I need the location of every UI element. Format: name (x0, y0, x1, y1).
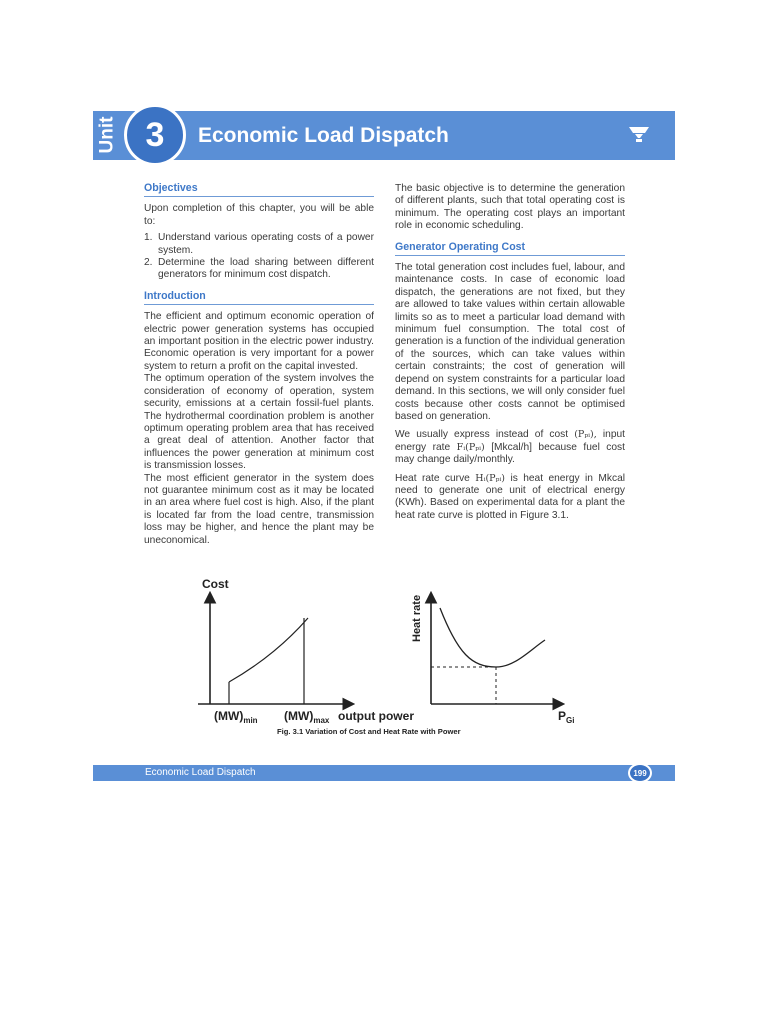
list-item: 1. Understand various operating costs of a power system. (144, 232, 374, 256)
output-power-label: output power (338, 709, 414, 723)
figure-3-1 (190, 574, 600, 740)
cost-symbol: (Pₚᵢ), (574, 429, 597, 441)
cost-curve (229, 618, 308, 682)
intro-paragraph-2: The optimum operation of the system involves the consideration of economy of operation, system security, emissions at a certain fossil-fuel plants. The hydrothermal coordination problem is another optimum operating problem area that has received a great deal of attention. Another factor that influences the power generation at minimum cost is transmission losses. (144, 373, 374, 472)
heat-rate-paragraph: Heat rate curve Hᵢ(Pₚᵢ) is heat energy in Mkcal need to generate one unit of electrical energy (KWh). Based on experimental data for a plant the heat rate curve is plotted in Figure 3.1. (395, 472, 625, 521)
unit-number-badge: 3 (124, 104, 186, 166)
left-column (144, 182, 374, 547)
introduction-heading: Introduction (144, 290, 374, 305)
generator-operating-cost-heading: Generator Operating Cost (395, 241, 625, 256)
mw-max-label: $(MW)_{max}$ (284, 709, 330, 725)
figure-caption: Fig. 3.1 Variation of Cost and Heat Rate with Power (277, 727, 461, 736)
basic-objective-paragraph: The basic objective is to determine the generation of different plants, such that total operating cost is minimum. The operating cost plays an important role in economic scheduling. (395, 183, 625, 232)
generation-cost-paragraph: The total generation cost includes fuel, labour, and maintenance costs. In case of economic load dispatch, the generations are not fixed, but they are allowed to take values within certain allowable limits so as to meet a particular load demand with minimum fuel consumption. The total cost of generation is a function of the individual generation of the sources, which can take values within certain constraints; the cost of generation will depend on system constraints for a particular load demand. In this sections, we will only consider fuel costs because other costs cannot be optimised based on generation. (395, 262, 625, 422)
input-energy-symbol: Fᵢ(Pₚᵢ) (456, 441, 485, 453)
heat-rate-curve (440, 608, 545, 667)
footer-bar (93, 765, 675, 781)
chapter-title: Economic Load Dispatch (198, 124, 449, 147)
objectives-list (144, 232, 374, 282)
heat-rate-symbol: Hᵢ(Pₚᵢ) (475, 472, 505, 484)
list-item: 2. Determine the load sharing between different generators for minimum cost dispatch. (144, 257, 374, 281)
mw-min-label: $(MW)_{min}$ (214, 709, 258, 725)
intro-paragraph-1: The efficient and optimum economic operation of electric power generation systems has occupied an important position in the electric power industry. Economic operation is very important for a power system to return a profit on the capital invested. (144, 311, 374, 372)
heat-rate-plot (411, 594, 574, 725)
intro-paragraph-3: The most efficient generator in the system does not guarantee minimum cost as it may be located in an area where fuel cost is high. Also, if the plant is located far from the load centre, transmission loss may be higher, and hence the plant may be uneconomical. (144, 472, 374, 546)
input-energy-paragraph: We usually express instead of cost (Pₚᵢ), input energy rate Fᵢ(Pₚᵢ) [Mkcal/h] because fuel cost may change daily/monthly. (395, 429, 625, 466)
unit-label: Unit (96, 116, 117, 154)
right-column (395, 183, 625, 522)
trophy-logo-icon (627, 125, 651, 145)
objectives-heading: Objectives (144, 182, 374, 197)
objectives-intro: Upon completion of this chapter, you will be able to: (144, 203, 374, 227)
cost-curve-plot (198, 577, 414, 725)
heat-rate-axis-label: Heat rate (411, 594, 423, 642)
page-number: 199 (628, 763, 652, 783)
pgi-label: $P_{Gi}$ (558, 709, 575, 725)
cost-axis-label: Cost (202, 577, 229, 591)
footer-title: Economic Load Dispatch (145, 767, 256, 778)
